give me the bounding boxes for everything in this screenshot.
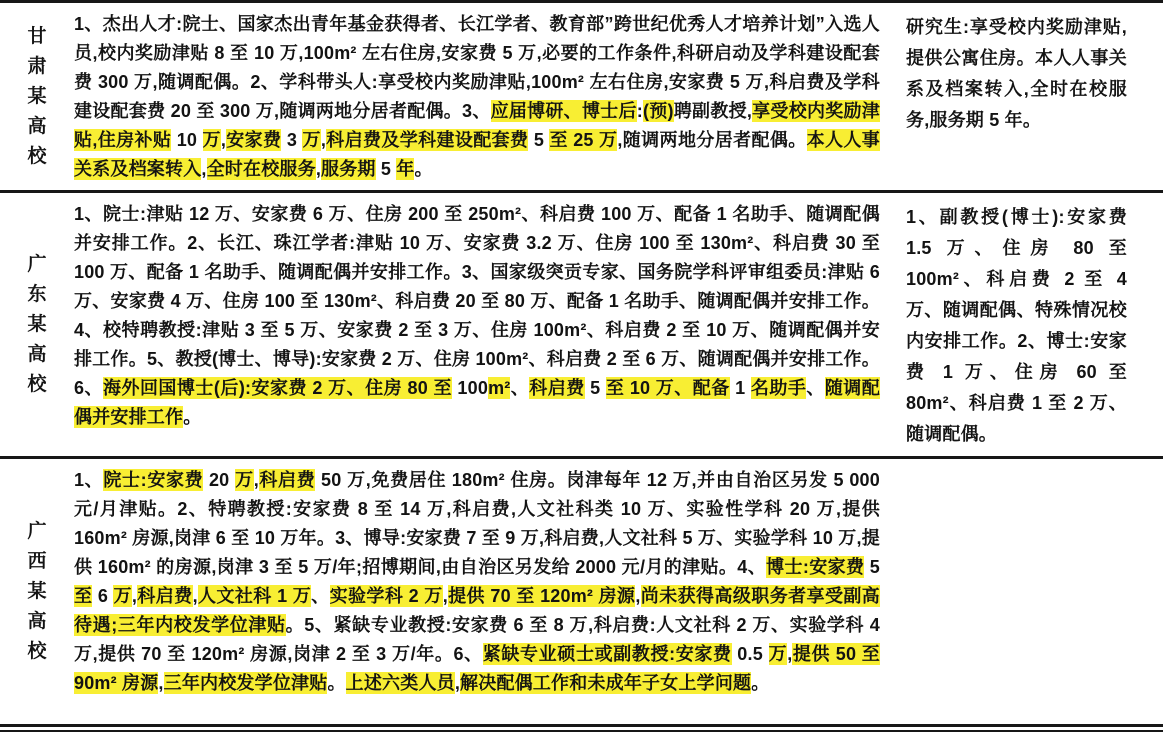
text-segment: , bbox=[787, 644, 793, 664]
highlighted-text: 科启费 bbox=[137, 586, 193, 606]
main-cell bbox=[74, 193, 880, 456]
text-segment: 5 bbox=[584, 378, 606, 398]
text-segment: , bbox=[635, 586, 641, 606]
highlighted-text: 解决配偶工作和未成年子女上学问题 bbox=[460, 673, 752, 693]
school-name bbox=[27, 517, 46, 667]
text-segment: 6 bbox=[92, 586, 114, 606]
highlighted-text: (预) bbox=[642, 101, 674, 121]
highlighted-text: 年 bbox=[396, 159, 415, 179]
school-cell bbox=[0, 193, 74, 456]
text-segment: , bbox=[220, 130, 227, 150]
text-segment: 100 bbox=[451, 378, 489, 398]
highlighted-text: 提供 70 至 120m² 房源 bbox=[447, 586, 636, 606]
highlighted-text: 万 bbox=[302, 130, 321, 150]
school-char: 广 bbox=[27, 253, 47, 275]
text-segment: 0.5 bbox=[731, 644, 769, 664]
school-char: 甘 bbox=[27, 25, 47, 47]
main-text bbox=[74, 469, 880, 694]
highlighted-text: 万 bbox=[768, 644, 788, 664]
text-segment: , bbox=[442, 586, 448, 606]
highlighted-text: 万 bbox=[235, 470, 254, 490]
school-char: 校 bbox=[27, 373, 47, 395]
highlighted-text: 万 bbox=[113, 586, 132, 606]
highlighted-text: 随调配偶并安排工作 bbox=[74, 378, 880, 427]
text-segment: 5 bbox=[864, 557, 880, 577]
highlighted-text: 应届博研、博士后 bbox=[490, 101, 637, 121]
text-segment: 研究生:享受校内奖励津贴,提供公寓住房。本人人事关系及档案转入,全时在校服务,服务期 5 年。 bbox=[906, 17, 1127, 130]
text-segment: ,随调两地分居者配偶。 bbox=[617, 130, 807, 150]
text-segment: 1、杰出人才:院士、国家杰出青年基金获得者、长江学者、教育部”跨世纪优秀人才培养计划”入选人员,校内奖励津贴 8 至 10 万,100m² 左右住房,安家费 5 万,必要的工作条件,科研启动及学科建设配套费 300 万,随调配偶。2、学科带头人:享受校内奖励津贴,100m² 左右住房,安家费 5 万,科启费及学科建设配套费 20 至 300 万,随调两地分居者配偶。3、 bbox=[74, 14, 880, 121]
text-segment: , bbox=[320, 130, 327, 150]
school-name bbox=[27, 22, 46, 172]
text-segment: 。 bbox=[285, 615, 305, 635]
text-segment: 1 bbox=[729, 378, 751, 398]
text-segment: , bbox=[454, 673, 461, 693]
text-segment: 10 bbox=[171, 130, 203, 150]
highlighted-text: 科启费 bbox=[529, 378, 585, 398]
main-text bbox=[74, 204, 880, 428]
school-cell bbox=[0, 3, 74, 190]
highlighted-text: 至 bbox=[74, 586, 93, 606]
table-bottom-rule bbox=[0, 724, 1163, 732]
highlighted-text: 人文社科 1 万 bbox=[197, 586, 312, 606]
text-segment: 1、 bbox=[74, 470, 104, 490]
highlighted-text: 海外回国博士(后):安家费 2 万、住房 80 至 bbox=[102, 378, 452, 398]
school-char: 高 bbox=[27, 115, 47, 137]
highlighted-text: 上述六类人员 bbox=[345, 673, 455, 693]
highlighted-text: 万 bbox=[202, 130, 221, 150]
text-segment: 、 bbox=[311, 586, 330, 606]
text-segment: 聘副教授, bbox=[673, 101, 753, 121]
text-segment: 。 bbox=[414, 159, 433, 179]
side-cell bbox=[880, 193, 1163, 456]
highlighted-text: 本人人事关系及档案转入 bbox=[74, 130, 880, 179]
text-segment: , bbox=[315, 159, 322, 179]
text-segment: : bbox=[636, 101, 643, 121]
text-segment: 3 bbox=[281, 130, 303, 150]
text-segment: , bbox=[192, 586, 198, 606]
school-name bbox=[27, 250, 46, 400]
highlighted-text: m² bbox=[488, 378, 511, 398]
highlighted-text: 尚未获得高级职务者享受副高待遇;三年内校发学位津贴 bbox=[74, 586, 880, 635]
school-cell bbox=[0, 459, 74, 724]
side-text bbox=[906, 17, 1127, 130]
highlighted-text: 博士:安家费 bbox=[766, 557, 865, 577]
text-segment: , bbox=[131, 586, 138, 606]
school-char: 校 bbox=[27, 145, 47, 167]
side-cell bbox=[880, 3, 1163, 190]
text-segment: 5 bbox=[528, 130, 550, 150]
school-char: 西 bbox=[27, 550, 47, 572]
main-cell bbox=[74, 3, 880, 190]
text-segment: 5 bbox=[375, 159, 397, 179]
text-segment: 。 bbox=[751, 673, 770, 693]
side-cell bbox=[880, 459, 1163, 724]
text-segment: 5、紧缺专业教授:安家费 6 至 8 万,科启费:人文社科 2 万、实验学科 4 万,提供 70 至 120m² 房源,岗津 2 至 3 万/年。6、 bbox=[74, 615, 880, 664]
school-char: 某 bbox=[27, 580, 47, 602]
highlighted-text: 院士:安家费 bbox=[103, 470, 204, 490]
text-segment: , bbox=[253, 470, 259, 490]
text-segment: 、 bbox=[806, 378, 825, 398]
text-segment: , bbox=[201, 159, 207, 179]
school-char: 东 bbox=[27, 283, 47, 305]
text-segment: 1、院士:津贴 12 万、安家费 6 万、住房 200 至 250m²、科启费 100 万、配备 1 名助手、随调配偶并安排工作。2、长江、珠江学者:津贴 10 万、安家费 3.2 万、住房 100 至 130m²、科启费 30 至 100 万、配备 1 名助手、随调配偶并安排工作。3、国家级突贡专家、国务院学科评审组委员:津贴 6 万、安家费 4 万、住房 100 至 130m²、科启费 20 至 80 万、配备 1 名助手、随调配偶并安排工作。4、校特聘教授:津贴 3 至 5 万、安家费 2 至 3 万、住房 100m²、科启费 2 至 10 万、随调配偶并安排工作。5、教授(博士、博导):安家费 2 万、住房 100m²、科启费 2 至 6 万、随调配偶并安排工作。6、 bbox=[74, 204, 880, 398]
text-segment: 50 万,免费居住 180m² 住房。岗津每年 12 万,并由自治区另发 5 000 元/月津贴。2、特聘教授:安家费 8 至 14 万,科启费,人文社科类 10 万、实验性学科 20 万,提供 160m² 房源,岗津 6 至 10 万年。3、博导:安家费 7 至 9 万,科启费,人文社科 5 万、实验学科 10 万,提供 160m² 的房源,岗津 3 至 5 万/年;招博期间,由自治区另发给 2000 元/月的津贴。4、 bbox=[74, 470, 880, 577]
table-row bbox=[0, 456, 1163, 724]
text-segment: 。 bbox=[183, 407, 202, 427]
school-char: 某 bbox=[27, 313, 47, 335]
highlighted-text: 科启费及学科建设配套费 bbox=[326, 130, 529, 150]
text-segment: , bbox=[158, 673, 164, 693]
highlighted-text: 提供 50 至 90m² 房源 bbox=[74, 644, 881, 693]
table-row bbox=[0, 190, 1163, 456]
highlighted-text: 实验学科 2 万 bbox=[329, 586, 443, 606]
main-cell bbox=[74, 459, 880, 724]
highlighted-text: 至 10 万、配备 bbox=[605, 378, 730, 398]
school-char: 校 bbox=[27, 640, 47, 662]
highlighted-text: 至 25 万 bbox=[549, 130, 618, 150]
highlighted-text: 科启费 bbox=[258, 470, 316, 490]
highlighted-text: 服务期 bbox=[321, 159, 376, 179]
highlighted-text: 全时在校服务 bbox=[206, 159, 316, 179]
school-char: 高 bbox=[27, 343, 47, 365]
school-char: 高 bbox=[27, 610, 47, 632]
text-segment: 20 bbox=[203, 470, 236, 490]
school-char: 肃 bbox=[27, 55, 47, 77]
school-char: 某 bbox=[27, 85, 47, 107]
text-segment: 1、副教授(博士):安家费 1.5 万、住房 80 至 100m²、科启费 2 至 4 万、随调配偶、特殊情况校内安排工作。2、博士:安家费 1 万、住房 60 至 80m²、科启费 1 至 2 万、随调配偶。 bbox=[906, 207, 1127, 444]
text-segment: 。 bbox=[327, 673, 346, 693]
highlighted-text: 享受校内奖励津贴,住房补贴 bbox=[74, 101, 880, 150]
side-text bbox=[906, 207, 1127, 444]
highlighted-text: 安家费 bbox=[226, 130, 282, 150]
highlighted-text: 名助手 bbox=[750, 378, 807, 398]
table-row bbox=[0, 3, 1163, 190]
school-char: 广 bbox=[27, 520, 47, 542]
highlighted-text: 紧缺专业硕士或副教授:安家费 bbox=[482, 644, 732, 664]
text-segment: 、 bbox=[510, 378, 530, 398]
highlighted-text: 三年内校发学位津贴 bbox=[163, 673, 328, 693]
main-text bbox=[74, 14, 880, 180]
